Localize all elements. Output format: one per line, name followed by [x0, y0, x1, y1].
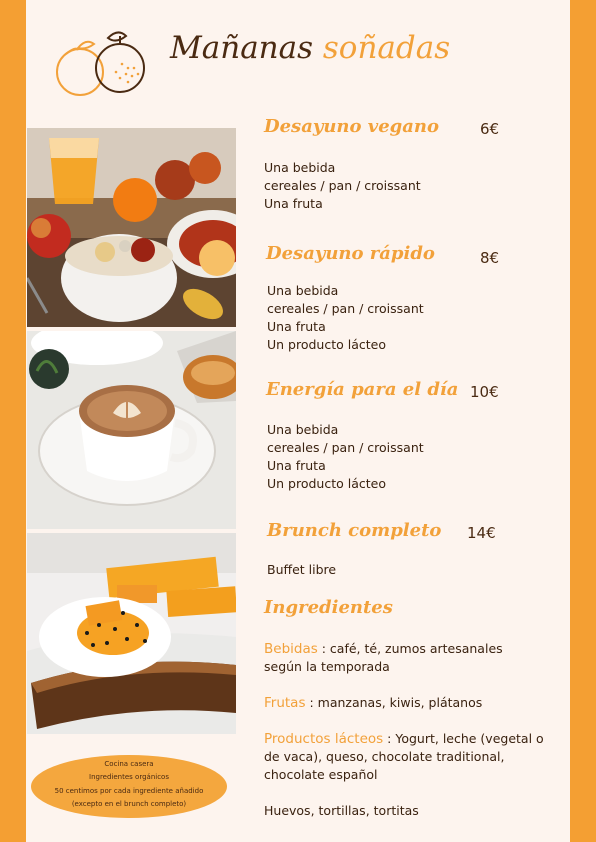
footer-line: 50 centimos por cada ingrediente añadido — [54, 786, 204, 795]
price-brunch: 14€ — [467, 524, 496, 542]
menu-item: Una bebida — [264, 160, 336, 175]
ingredients-frutas — [264, 694, 544, 712]
footer-line: (excepto en el brunch completo) — [71, 800, 187, 809]
menu-title-energia: Energía para el día — [266, 379, 459, 400]
menu-items-desayuno-rapido — [267, 282, 424, 354]
menu-items-brunch — [267, 561, 336, 579]
footer-line: Ingredientes orgánicos — [89, 773, 169, 782]
ingredients-title: Ingredientes — [264, 597, 393, 618]
menu-item: cereales / pan / croissant — [264, 178, 421, 193]
ingredients-otros: Huevos, tortillas, tortitas — [264, 803, 419, 818]
menu-item: Buffet libre — [267, 562, 337, 577]
menu-title-desayuno-vegano: Desayuno vegano — [264, 116, 440, 137]
ingredients-lacteos-label: Productos lácteos — [264, 731, 384, 747]
menu-item: Una bebida — [267, 422, 339, 437]
ingredients-frutas-text: : manzanas, kiwis, plátanos — [305, 695, 483, 710]
ingredients-frutas-label: Frutas — [264, 695, 306, 711]
price-energia: 10€ — [470, 383, 499, 401]
ingredients-bebidas-label: Bebidas — [264, 641, 318, 657]
menu-item: Una fruta — [267, 458, 326, 473]
footer-notes — [31, 758, 227, 812]
ingredients-bebidas-text: : café, té, zumos artesanales según la temporada — [264, 641, 503, 674]
menu-item: cereales / pan / croissant — [267, 440, 424, 455]
menu-item: cereales / pan / croissant — [267, 301, 424, 316]
menu-item: Un producto lácteo — [267, 476, 386, 491]
menu-item: Una fruta — [264, 196, 323, 211]
menu-title-brunch: Brunch completo — [267, 520, 442, 541]
egg-toast-photo — [27, 533, 236, 734]
ingredients-bebidas — [264, 640, 544, 676]
ingredients-lacteos — [264, 730, 544, 784]
price-desayuno-rapido: 8€ — [480, 249, 500, 267]
oranges-icon — [56, 24, 150, 102]
breakfast-table-photo — [27, 128, 236, 327]
menu-item: Una bebida — [267, 283, 339, 298]
coffee-cup-photo — [27, 331, 236, 529]
menu-item: Una fruta — [267, 319, 326, 334]
price-desayuno-vegano: 6€ — [480, 120, 500, 138]
menu-items-energia — [267, 421, 424, 493]
footer-line: Cocina casera — [104, 760, 154, 768]
menu-item: Un producto lácteo — [267, 337, 386, 352]
menu-title-desayuno-rapido: Desayuno rápido — [266, 243, 435, 264]
page-title: Mañanas soñadas — [170, 30, 451, 66]
ingredients-lacteos-text: : Yogurt, leche (vegetal o de vaca), queso, chocolate traditional, chocolate español — [264, 731, 544, 782]
menu-items-desayuno-vegano — [264, 159, 421, 213]
